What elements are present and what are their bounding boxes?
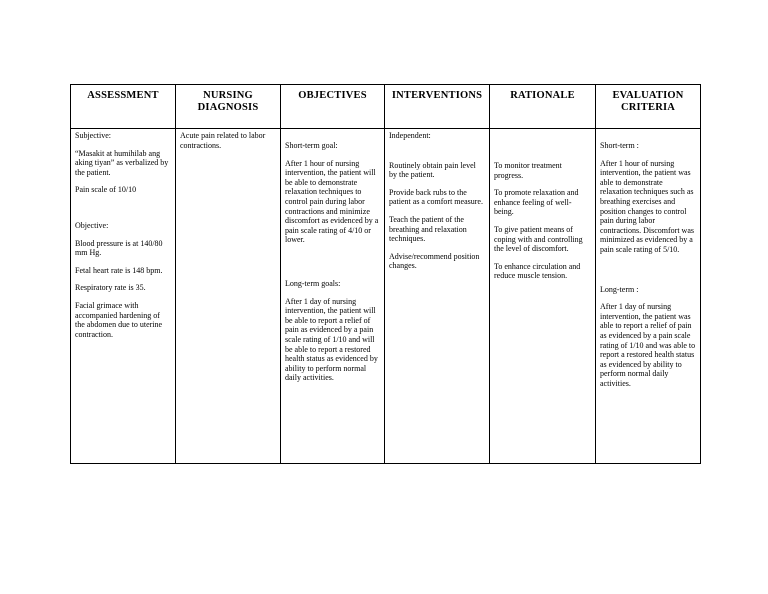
rationale-item: To enhance circulation and reduce muscle tension. <box>494 261 581 281</box>
interventions-cell <box>385 129 490 464</box>
eval-short-term-label: Short-term : <box>600 141 639 150</box>
diagnosis-cell <box>176 129 281 464</box>
intervention-item: Provide back rubs to the patient as a comfort measure. <box>389 187 483 207</box>
fetal-heart-rate: Fetal heart rate is 148 bpm. <box>75 265 163 275</box>
blood-pressure: Blood pressure is at 140/80 mm Hg. <box>75 238 163 258</box>
facial-grimace: Facial grimace with accompanied hardening of the abdomen due to uterine contraction. <box>75 300 163 339</box>
intervention-item: Advise/recommend position changes. <box>389 251 480 271</box>
evaluation-cell <box>596 129 701 464</box>
objectives-cell <box>281 129 385 464</box>
independent-label: Independent: <box>389 131 431 140</box>
intervention-item: Routinely obtain pain level by the patient. <box>389 160 476 180</box>
eval-long-term-text: After 1 day of nursing intervention, the patient was able to report a relief of pain as evidenced by a pain scale rating of 1/10 and was able to report a restored health status as evidenced by ability to perform normal daily activities. <box>600 302 696 388</box>
nursing-care-plan-table <box>70 84 701 464</box>
rationale-cell <box>490 129 596 464</box>
respiratory-rate: Respiratory rate is 35. <box>75 283 146 293</box>
content-row <box>71 129 701 464</box>
patient-quote: “Masakit at humihilab ang aking tiyan” as verbalized by the patient. <box>75 148 169 177</box>
header-row <box>71 85 701 129</box>
short-term-goal-label: Short-term goal: <box>285 141 338 150</box>
header-objectives: OBJECTIVES <box>281 85 385 129</box>
long-term-goal-label: Long-term goals: <box>285 278 341 288</box>
rationale-item: To monitor treatment progress. <box>494 161 562 180</box>
rationale-item: To give patient means of coping with and controlling the level of discomfort. <box>494 224 583 254</box>
header-nursing-diagnosis: NURSING DIAGNOSIS <box>176 85 281 129</box>
eval-long-term-label: Long-term : <box>600 284 639 294</box>
objective-label: Objective: <box>75 220 109 230</box>
short-term-goal-text: After 1 hour of nursing intervention, the patient will be able to demonstrate relaxation techniques to control pain during labor contractions and minimize discomfort as evidenced by a pain scale rating of 4/10 or lower. <box>285 158 379 245</box>
header-assessment: ASSESSMENT <box>71 85 176 129</box>
pain-scale: Pain scale of 10/10 <box>75 185 137 195</box>
rationale-item: To promote relaxation and enhance feeling of well-being. <box>494 188 579 217</box>
subjective-label: Subjective: <box>75 131 111 140</box>
header-evaluation-criteria: EVALUATION CRITERIA <box>596 85 701 129</box>
intervention-item: Teach the patient of the breathing and relaxation techniques. <box>389 214 467 244</box>
nursing-diagnosis-text: Acute pain related to labor contractions. <box>180 131 266 150</box>
header-rationale: RATIONALE <box>490 85 596 129</box>
assessment-cell <box>71 129 176 464</box>
header-interventions: INTERVENTIONS <box>385 85 490 129</box>
eval-short-term-text: After 1 hour of nursing intervention, the patient was able to demonstrate relaxation techniques such as breathing exercises and position changes to control pain during labor contractions. Discomfort was minimized as evidenced by a pain scale rating of 5/10. <box>600 158 694 254</box>
long-term-goal-text: After 1 day of nursing intervention, the patient will be able to report a relief of pain as evidenced by a pain scale rating of 1/10 and will be able to report a restored health status as evidenced by ability to perform normal daily activities. <box>285 296 378 383</box>
